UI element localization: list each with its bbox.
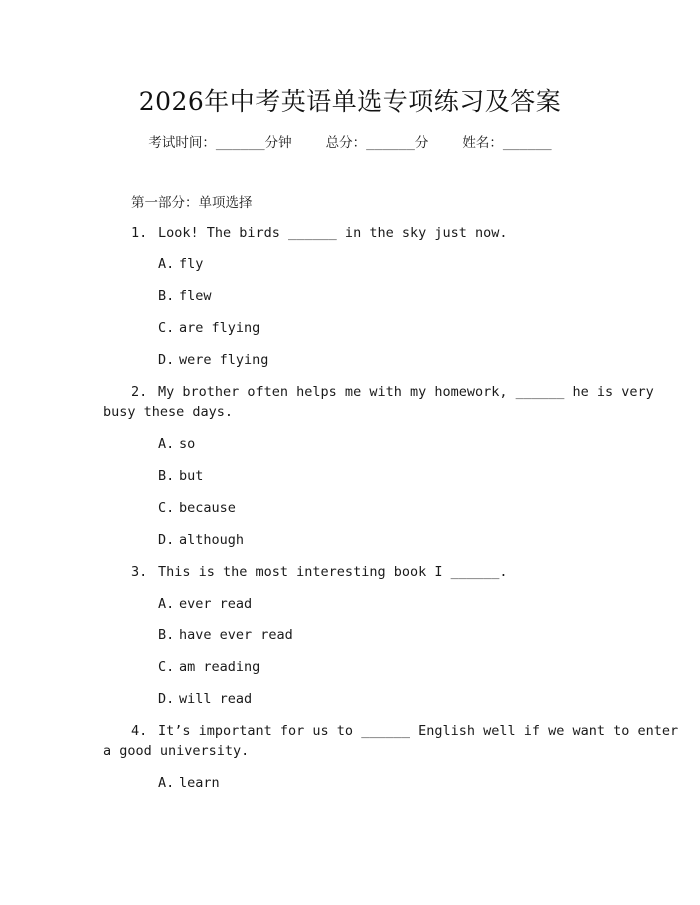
option-3c bbox=[158, 659, 260, 675]
option-2c bbox=[158, 500, 236, 516]
option-text: are flying bbox=[179, 320, 261, 336]
option-text: were flying bbox=[179, 352, 269, 368]
option-text: am reading bbox=[179, 659, 261, 675]
option-letter: A. bbox=[158, 596, 175, 612]
option-letter: B. bbox=[158, 288, 175, 304]
option-text: although bbox=[179, 532, 245, 548]
option-3d bbox=[158, 691, 252, 707]
option-1b bbox=[158, 288, 212, 304]
question-number: 2. bbox=[131, 384, 148, 400]
option-letter: A. bbox=[158, 256, 175, 272]
option-text: but bbox=[179, 468, 204, 484]
question-2 bbox=[131, 384, 654, 400]
question-4-continued: a good university. bbox=[103, 743, 250, 759]
exam-meta bbox=[0, 131, 700, 151]
option-letter: B. bbox=[158, 468, 175, 484]
option-1a bbox=[158, 256, 203, 272]
question-text: It’s important for us to ______ English well if we want to enter bbox=[158, 723, 679, 739]
question-number: 4. bbox=[131, 723, 148, 739]
exam-score: 总分：______分 bbox=[325, 135, 429, 151]
question-3 bbox=[131, 564, 508, 580]
option-text: flew bbox=[179, 288, 212, 304]
question-number: 3. bbox=[131, 564, 148, 580]
question-2-continued: busy these days. bbox=[103, 404, 234, 420]
option-2d bbox=[158, 532, 244, 548]
option-letter: C. bbox=[158, 659, 175, 675]
question-text: This is the most interesting book I ______. bbox=[158, 564, 508, 580]
option-3b bbox=[158, 627, 293, 643]
option-2b bbox=[158, 468, 203, 484]
option-letter: D. bbox=[158, 532, 175, 548]
option-letter: A. bbox=[158, 436, 175, 452]
option-1c bbox=[158, 320, 260, 336]
option-letter: B. bbox=[158, 627, 175, 643]
option-text: ever read bbox=[179, 596, 253, 612]
option-3a bbox=[158, 596, 252, 612]
option-text: have ever read bbox=[179, 627, 293, 643]
option-text: learn bbox=[179, 775, 220, 791]
question-text: Look! The birds ______ in the sky just now. bbox=[158, 225, 508, 241]
section-heading: 第一部分：单项选择 bbox=[131, 195, 253, 211]
question-1 bbox=[131, 225, 508, 241]
option-text: fly bbox=[179, 256, 204, 272]
exam-time: 考试时间：______分钟 bbox=[148, 135, 292, 151]
option-text: because bbox=[179, 500, 236, 516]
option-letter: D. bbox=[158, 352, 175, 368]
student-name: 姓名：______ bbox=[462, 135, 552, 151]
option-2a bbox=[158, 436, 195, 452]
option-letter: A. bbox=[158, 775, 175, 791]
question-number: 1. bbox=[131, 225, 148, 241]
option-1d bbox=[158, 352, 268, 368]
page-title: 2026年中考英语单选专项练习及答案 bbox=[138, 87, 562, 116]
option-text: so bbox=[179, 436, 196, 452]
option-letter: D. bbox=[158, 691, 175, 707]
option-letter: C. bbox=[158, 320, 175, 336]
option-text: will read bbox=[179, 691, 253, 707]
option-4a bbox=[158, 775, 220, 791]
question-4 bbox=[131, 723, 678, 739]
question-text: My brother often helps me with my homework, ______ he is very bbox=[158, 384, 654, 400]
option-letter: C. bbox=[158, 500, 175, 516]
